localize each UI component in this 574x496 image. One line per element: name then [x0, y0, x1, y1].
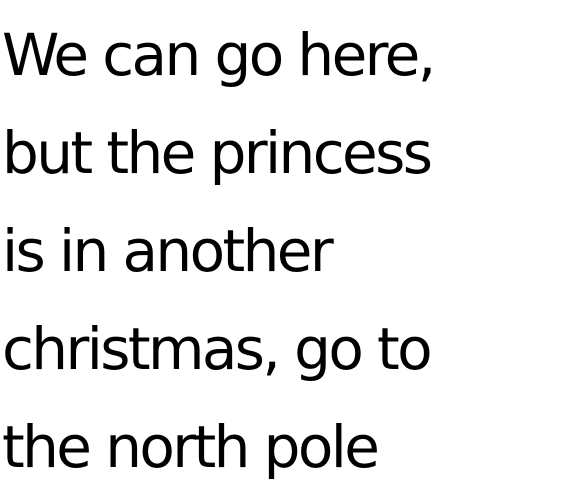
caption-line-2: but the princess: [2, 119, 431, 187]
caption-line-5: the north pole: [2, 413, 378, 481]
caption-line-3: is in another: [2, 217, 332, 285]
caption-line-4: christmas, go to: [2, 315, 431, 383]
caption-line-1: We can go here,: [2, 21, 434, 89]
caption-text: [2, 6, 574, 496]
